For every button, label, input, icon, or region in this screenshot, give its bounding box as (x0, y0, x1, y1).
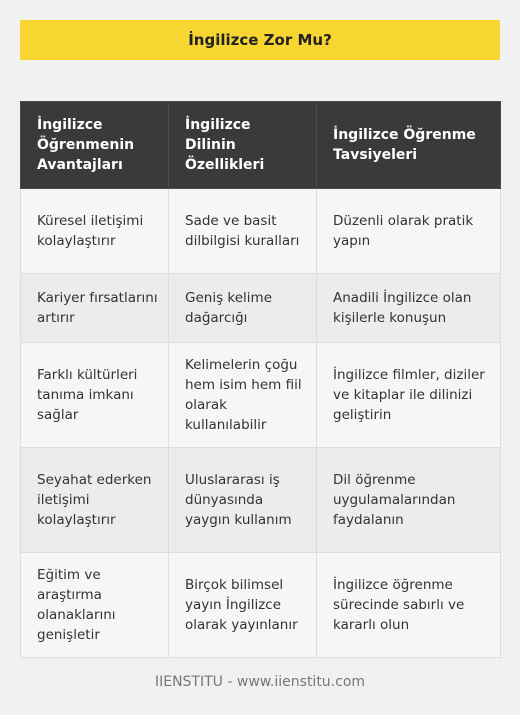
table-cell: İngilizce öğrenme sürecinde sabırlı ve kararlı olun (317, 553, 501, 658)
table-cell: Düzenli olarak pratik yapın (317, 189, 501, 274)
table-cell: Anadili İngilizce olan kişilerle konuşun (317, 274, 501, 343)
table-cell: Seyahat ederken iletişimi kolaylaştırır (21, 448, 169, 553)
column-header-advantages: İngilizce Öğrenmenin Avantajları (21, 102, 169, 189)
table-cell: Kelimelerin çoğu hem isim hem fiil olarak kullanılabilir (169, 343, 317, 448)
title-banner (20, 20, 500, 60)
table-row (21, 553, 501, 658)
table-cell: Kariyer fırsatlarını artırır (21, 274, 169, 343)
table-cell: Eğitim ve araştırma olanaklarını genişletir (21, 553, 169, 658)
table-cell: Küresel iletişimi kolaylaştırır (21, 189, 169, 274)
table-cell: Dil öğrenme uygulamalarından faydalanın (317, 448, 501, 553)
table-row (21, 448, 501, 553)
page-title: İngilizce Zor Mu? (188, 31, 332, 49)
table-row (21, 189, 501, 274)
table-cell: Uluslararası iş dünyasında yaygın kullanım (169, 448, 317, 553)
comparison-table (20, 101, 501, 658)
table-cell: Birçok bilimsel yayın İngilizce olarak yayınlanır (169, 553, 317, 658)
table-cell: İngilizce filmler, diziler ve kitaplar ile dilinizi geliştirin (317, 343, 501, 448)
table-cell: Farklı kültürleri tanıma imkanı sağlar (21, 343, 169, 448)
column-header-tips: İngilizce Öğrenme Tavsiyeleri (317, 102, 501, 189)
table-row (21, 343, 501, 448)
column-header-features: İngilizce Dilinin Özellikleri (169, 102, 317, 189)
table-header-row (21, 102, 501, 189)
table-cell: Sade ve basit dilbilgisi kuralları (169, 189, 317, 274)
table-cell: Geniş kelime dağarcığı (169, 274, 317, 343)
footer-credit: IIENSTITU - www.iienstitu.com (154, 674, 366, 690)
table-row (21, 274, 501, 343)
